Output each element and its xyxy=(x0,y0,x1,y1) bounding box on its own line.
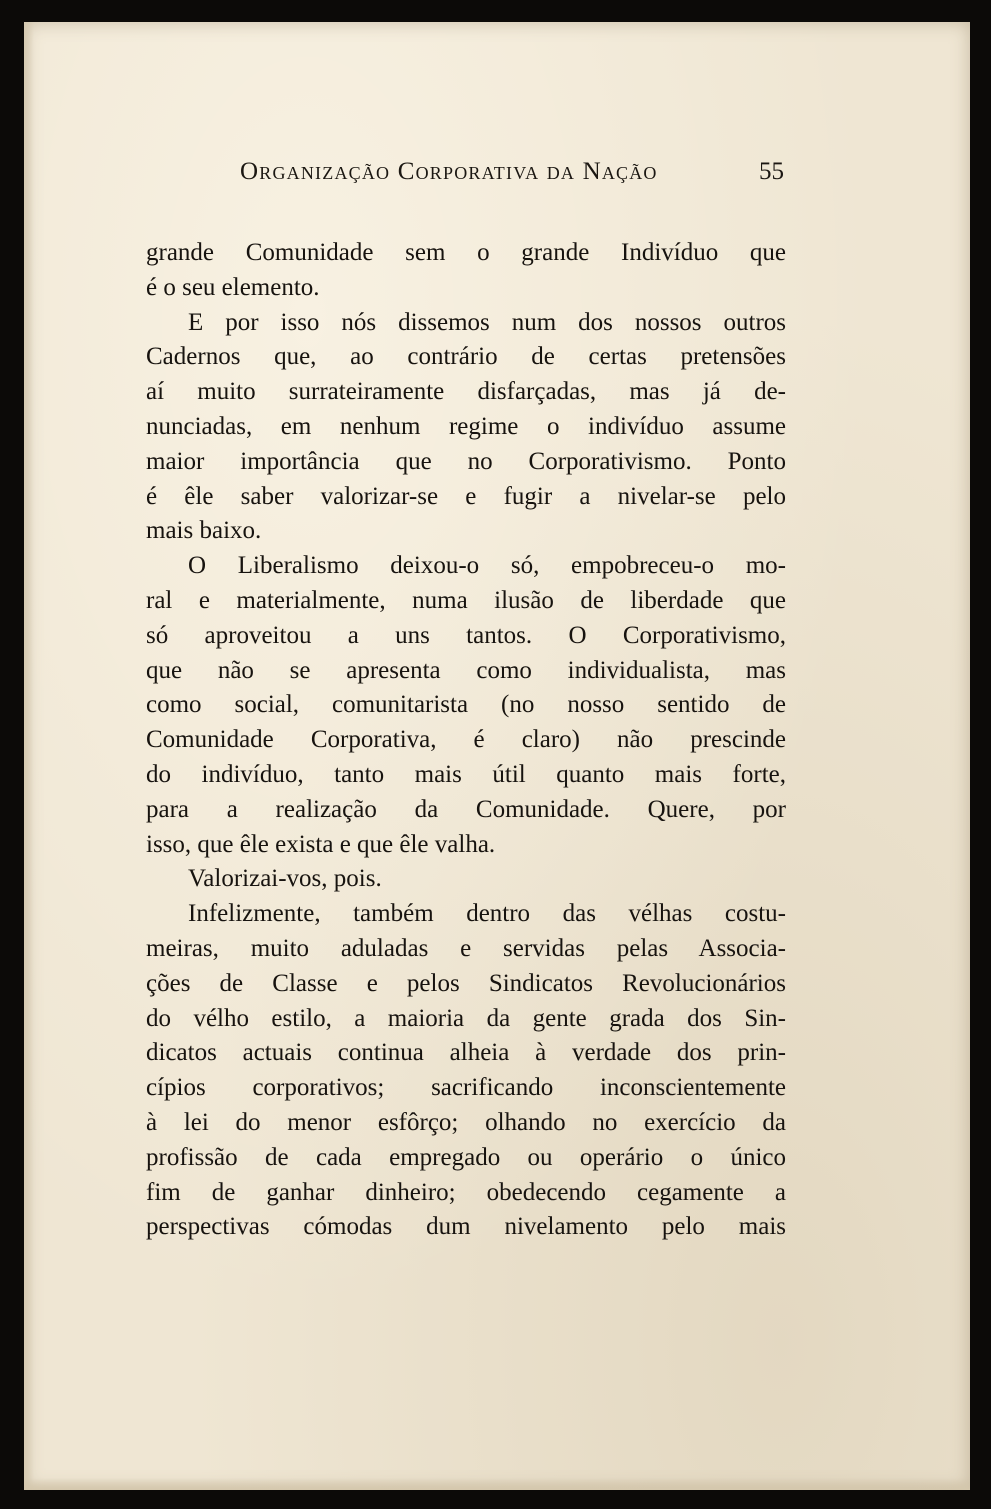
text-line: maior importância que no Corporativismo. Ponto xyxy=(146,447,786,475)
text-line: isso, que êle exista e que êle valha. xyxy=(146,830,496,858)
text-line: do vélho estilo, a maioria da gente grada dos Sin- xyxy=(146,1004,786,1032)
running-head xyxy=(240,158,784,198)
text-line: meiras, muito aduladas e servidas pelas Associa- xyxy=(146,934,786,962)
text-line: grande Comunidade sem o grande Indivíduo que xyxy=(146,239,786,266)
text-line: do indivíduo, tanto mais útil quanto mais forte, xyxy=(146,760,786,788)
text-line: é êle saber valorizar-se e fugir a nivelar-se pelo xyxy=(146,482,786,510)
running-head-title: Organização Corporativa da Nação xyxy=(240,158,658,185)
body-text xyxy=(146,236,786,1245)
text-line: Comunidade Corporativa, é claro) não prescinde xyxy=(146,726,786,754)
book-page xyxy=(24,22,970,1490)
text-line: O Liberalismo deixou-o só, empobreceu-o mo- xyxy=(188,552,786,580)
page-left-edge xyxy=(24,22,34,1490)
text-line: dicatos actuais continua alheia à verdade dos prin- xyxy=(146,1039,786,1067)
text-line: profissão de cada empregado ou operário o único xyxy=(146,1143,786,1171)
text-line: nunciadas, em nenhum regime o indivíduo assume xyxy=(146,412,786,440)
page-number: 55 xyxy=(759,158,784,185)
text-line: ral e materialmente, numa ilusão de liberdade que xyxy=(146,586,786,614)
text-line: é o seu elemento. xyxy=(146,273,320,301)
text-line: como social, comunitarista (no nosso sentido de xyxy=(146,691,786,719)
text-line: cípios corporativos; sacrificando inconscientemente xyxy=(146,1074,786,1102)
text-line: para a realização da Comunidade. Quere, por xyxy=(146,795,786,823)
text-line: Valorizai-vos, pois. xyxy=(188,865,382,893)
text-line: mais baixo. xyxy=(146,517,262,545)
page-bottom-edge xyxy=(24,1478,970,1490)
text-line: E por isso nós dissemos num dos nossos outros xyxy=(188,308,786,336)
text-line: perspectivas cómodas dum nivelamento pelo mais xyxy=(146,1213,786,1241)
text-line: ções de Classe e pelos Sindicatos Revolucionários xyxy=(146,969,786,997)
text-line: aí muito surrateiramente disfarçadas, mas já de- xyxy=(146,378,786,406)
text-line: só aproveitou a uns tantos. O Corporativismo, xyxy=(146,621,786,649)
text-line: fim de ganhar dinheiro; obedecendo cegamente a xyxy=(146,1178,786,1206)
text-line: Cadernos que, ao contrário de certas pretensões xyxy=(146,343,786,371)
text-line: Infelizmente, também dentro das vélhas costu- xyxy=(188,900,786,928)
text-line: à lei do menor esfôrço; olhando no exercício da xyxy=(146,1108,786,1136)
text-line: que não se apresenta como individualista, mas xyxy=(146,656,786,684)
